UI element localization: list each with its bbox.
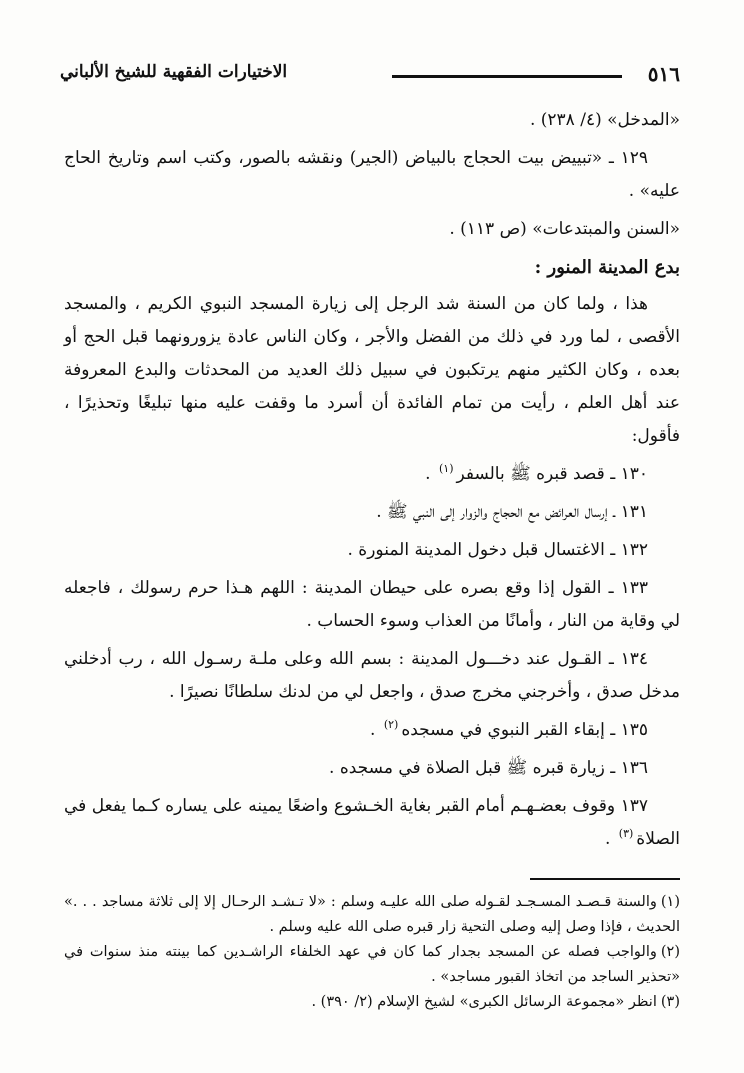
footnote-2 bbox=[64, 940, 680, 990]
list-item-131: ١٣١ ـ إرسال العرائض مع الحجاج والزوار إلى النبي ﷺ . bbox=[376, 502, 648, 522]
list-item-130 bbox=[64, 458, 680, 491]
footnote-ref-3[interactable]: (٣) bbox=[618, 827, 634, 841]
list-item-end: . bbox=[425, 464, 436, 484]
footnote-1 bbox=[64, 890, 680, 940]
header-rule bbox=[392, 75, 622, 78]
list-item-133: ١٣٣ ـ القول إذا وقع بصره على حيطان المدينة : اللهم هـذا حرم رسولك ، فاجعله لي وقاية من النار ، وأمانًا من العذاب وسوء الحساب . bbox=[64, 578, 680, 631]
section-heading: بدع المدينة المنور : bbox=[534, 257, 680, 278]
source-line: «المدخل» (٤/ ٢٣٨) . bbox=[529, 110, 680, 130]
main-text bbox=[64, 104, 680, 861]
list-item-text: ١٣٠ ـ قصد قبره ﷺ بالسفر bbox=[456, 464, 648, 484]
footnote-separator bbox=[530, 878, 680, 880]
footnotes bbox=[64, 890, 680, 1015]
footnote-ref-2[interactable]: (٢) bbox=[383, 718, 399, 732]
intro-paragraph: هذا ، ولما كان من السنة شد الرجل إلى زيارة المسجد النبوي الكريم ، والمسجد الأقصى ، لما ورد في ذلك من الفضل والأجر ، وكان الناس عادة يزورونهما قبل الحج أو بعده ، وكان الكثير منهم يرتكبون في سبيل ذلك العديد من المحدثات والبدع المعروفة عند أهل العلم ، رأيت من تمام الفائدة أن أسرد ما وقفت عليه منها تبليغًا وتحذيرًا ، فأقول: bbox=[64, 294, 680, 446]
source-line: «السنن والمبتدعات» (ص ١١٣) . bbox=[449, 219, 680, 239]
running-title: الاختيارات الفقهية للشيخ الألباني bbox=[60, 62, 288, 82]
list-item-129: ١٢٩ ـ «تبييض بيت الحجاج بالبياض (الجير) ونقشه بالصور، وكتب اسم وتاريخ الحاج عليه» . bbox=[64, 148, 680, 201]
footnote-ref-1[interactable]: (١) bbox=[438, 462, 454, 476]
footnote-number: (٣) bbox=[660, 994, 680, 1010]
page-number: ٥١٦ bbox=[647, 62, 680, 86]
list-item-text: ١٣٧ وقوف بعضـهـم أمام القبر بغاية الخـشوع واضعًا يمينه على يساره كـما يفعل في الصلاة bbox=[64, 796, 680, 849]
list-item-end: . bbox=[604, 829, 616, 849]
footnote-text: انظر «مجموعة الرسائل الكبرى» لشيخ الإسلام (٢/ ٣٩٠) . bbox=[311, 994, 657, 1010]
footnote-number: (٢) bbox=[660, 944, 680, 960]
list-item-134: ١٣٤ ـ القـول عند دخـــول المدينة : بسم الله وعلى ملـة رسـول الله ، رب أدخلني مدخل صدق ، وأخرجني مخرج صدق ، واجعل لي من لدنك سلطانًا نصيرًا . bbox=[64, 649, 680, 702]
footnote-text: والواجب فصله عن المسجد بجدار كما كان في عهد الخلفاء الراشـدين كما بينته منذ سنوات في «تحذير الساجد من اتخاذ القبور مساجد» . bbox=[64, 944, 680, 985]
list-item-136: ١٣٦ ـ زيارة قبره ﷺ قبل الصلاة في مسجده . bbox=[329, 758, 648, 778]
list-item-135 bbox=[64, 714, 680, 747]
list-item-end: . bbox=[370, 720, 381, 740]
list-item-132: ١٣٢ ـ الاغتسال قبل دخول المدينة المنورة . bbox=[347, 540, 648, 560]
footnote-text: والسنة قـصـد المسـجـد لقـوله صلى الله عليـه وسلم : «لا تـشـد الرحـال إلا إلى ثلاثة مساجد . . .» الحديث ، فإذا وصل إليه وصلى التحية زار قبره صلى الله عليه وسلم . bbox=[64, 894, 680, 935]
list-item-137 bbox=[64, 790, 680, 856]
list-item-text: ١٣٥ ـ إبقاء القبر النبوي في مسجده bbox=[401, 720, 648, 740]
footnote-number: (١) bbox=[660, 894, 680, 910]
page-header bbox=[60, 58, 680, 88]
footnote-3 bbox=[64, 990, 680, 1015]
